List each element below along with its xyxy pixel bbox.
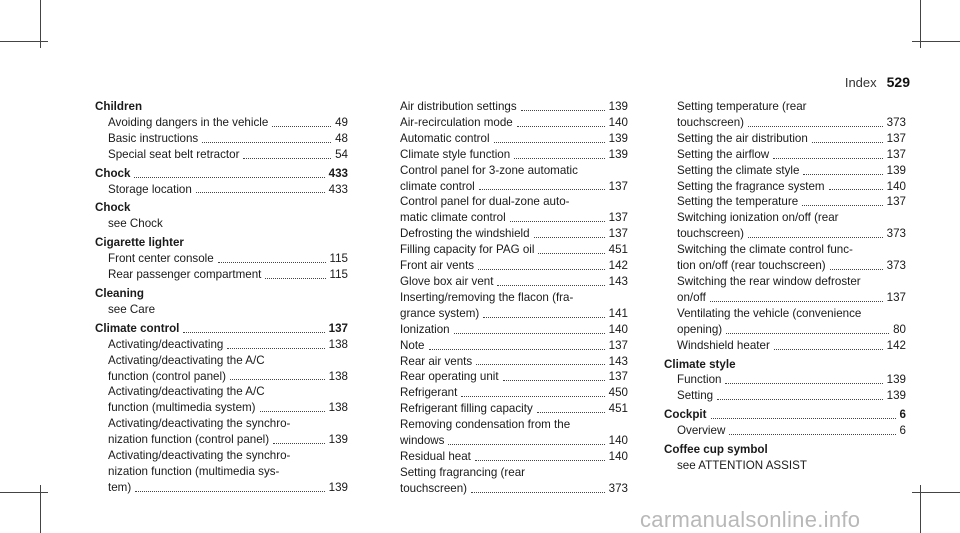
sub-entry-line (387, 433, 628, 449)
dot-leader (135, 491, 324, 492)
sub-entry-line (387, 401, 628, 417)
page-ref[interactable]: 137 (608, 211, 628, 225)
page-ref[interactable]: 373 (886, 115, 906, 129)
sub-entry-line (387, 306, 628, 322)
sub-entry-text: Air distribution settings (400, 100, 517, 113)
page-ref[interactable]: 138 (328, 369, 348, 383)
dot-leader (243, 158, 331, 159)
sub-entry-line (95, 369, 348, 385)
page-ref[interactable]: 140 (608, 434, 628, 448)
index-column-1 (95, 99, 348, 496)
sub-entry-line (387, 354, 628, 370)
sub-entry-text: grance system) (400, 306, 480, 320)
sub-entry-text: Air-recirculation mode (400, 115, 513, 129)
dot-leader (717, 399, 883, 400)
page-ref[interactable]: 140 (608, 449, 628, 463)
page-ref[interactable]: 137 (886, 290, 906, 304)
sub-entry-text: Setting the climate style (677, 163, 800, 177)
index-sub-entry[interactable] (664, 179, 906, 195)
index-heading (95, 166, 348, 182)
sub-entry-text: tion on/off (rear touchscreen) (677, 259, 826, 273)
sub-entry-text-line: Switching the rear window defroster (677, 274, 861, 288)
page-ref[interactable]: 139 (608, 131, 628, 145)
dot-leader (196, 192, 325, 193)
sub-entry-line (664, 147, 906, 163)
page-ref[interactable]: 373 (886, 227, 906, 241)
page-ref[interactable]: 373 (886, 259, 906, 273)
sub-entry-text: Front center console (108, 252, 214, 266)
index-entry (664, 442, 906, 474)
dot-leader (429, 349, 605, 350)
index-sub-entry[interactable] (664, 306, 906, 338)
index-sub-entry[interactable] (387, 131, 628, 147)
index-sub-entry[interactable] (664, 388, 906, 404)
sub-entry-line (664, 423, 906, 439)
sub-entry-text-line: Switching the climate control func- (677, 243, 853, 257)
page-ref[interactable]: 433 (328, 182, 348, 196)
index-heading: Children (95, 100, 143, 113)
dot-leader (729, 434, 895, 435)
page-ref[interactable]: 139 (886, 163, 906, 177)
sub-entry-line (664, 258, 906, 274)
dot-leader (454, 333, 605, 334)
index-entry (664, 357, 906, 405)
sub-entry-text: Ionization (400, 322, 450, 336)
sub-entry-line (664, 290, 906, 306)
sub-entry-line (387, 258, 628, 274)
index-entry (387, 99, 628, 497)
index-column-3 (664, 99, 906, 474)
index-sub-entry[interactable] (387, 354, 628, 370)
index-sub-entry[interactable] (95, 337, 348, 353)
page-ref[interactable]: 451 (608, 402, 628, 416)
sub-entry-line (387, 242, 628, 258)
dot-leader (711, 418, 896, 419)
sub-entry-text: Basic instructions (108, 131, 199, 145)
page-header (845, 74, 910, 90)
sub-entry-line (95, 147, 348, 163)
sub-entry-text: Setting the fragrance system (677, 179, 825, 193)
page-ref[interactable]: 48 (335, 131, 348, 145)
index-sub-entry[interactable] (664, 163, 906, 179)
index-sub-entry[interactable] (387, 194, 628, 226)
sub-entry-text: Special seat belt retractor (108, 147, 240, 161)
dot-leader (461, 396, 604, 397)
sub-entry-line (387, 179, 628, 195)
dot-leader (514, 158, 604, 159)
sub-entry-line (387, 449, 628, 465)
sub-entry-line (664, 388, 906, 404)
index-entry (95, 235, 348, 283)
index-sub-entry[interactable] (387, 147, 628, 163)
sub-entry-line (664, 163, 906, 179)
sub-entry-text: climate control (400, 179, 475, 193)
page-ref[interactable]: 137 (886, 131, 906, 145)
sub-entry-text: opening) (677, 322, 723, 336)
index-entry (664, 407, 906, 439)
index-sub-entry[interactable] (387, 290, 628, 322)
sub-entry-text: Overview (677, 424, 726, 438)
index-sub-entry[interactable] (387, 322, 628, 338)
page-ref[interactable]: 138 (328, 337, 348, 351)
page-ref[interactable]: 140 (608, 322, 628, 336)
sub-entry-line (664, 322, 906, 338)
sub-entry-text: Refrigerant (400, 386, 458, 400)
index-sub-entry[interactable] (95, 448, 348, 496)
sub-entry-line (387, 99, 628, 115)
index-sub-entry[interactable] (387, 449, 628, 465)
page-ref[interactable]: 142 (608, 259, 628, 273)
dot-leader (802, 205, 882, 206)
sub-entry-line (95, 400, 348, 416)
dot-leader (774, 349, 883, 350)
sub-entry-text: on/off (677, 290, 706, 304)
page-ref[interactable]: 54 (335, 147, 348, 161)
sub-entry-line (664, 179, 906, 195)
sub-entry-line (387, 115, 628, 131)
page-ref[interactable]: 137 (608, 370, 628, 384)
sub-entry-text: Windshield heater (677, 338, 770, 352)
sub-entry-text-line: Switching ionization on/off (rear (677, 211, 839, 225)
dot-leader (218, 262, 326, 263)
sub-entry-text-line: Ventilating the vehicle (convenience (677, 306, 862, 320)
page-ref[interactable]: 142 (886, 338, 906, 352)
page-ref[interactable]: 143 (608, 274, 628, 288)
see-reference[interactable]: see ATTENTION ASSIST (677, 458, 807, 472)
index-entry (95, 200, 348, 232)
page-ref[interactable]: 451 (608, 243, 628, 257)
index-sub-entry[interactable] (95, 147, 348, 163)
dot-leader (521, 110, 605, 111)
sub-entry-text-line: Inserting/removing the flacon (fra- (400, 290, 574, 304)
sub-entry-line (95, 432, 348, 448)
sub-entry-text: Front air vents (400, 259, 475, 273)
page-ref[interactable]: 115 (329, 268, 348, 282)
sub-entry-text: Setting the temperature (677, 195, 799, 209)
dot-leader (830, 269, 883, 270)
index-entry (95, 286, 348, 318)
sub-entry-line (664, 194, 906, 210)
page-ref[interactable]: 140 (886, 179, 906, 193)
index-entry (664, 99, 906, 354)
crop-mark (912, 492, 960, 493)
page-ref[interactable]: 137 (886, 147, 906, 161)
page-ref[interactable]: 139 (886, 373, 906, 387)
dot-leader (483, 317, 604, 318)
index-sub-entry[interactable] (387, 99, 628, 115)
index-entry (95, 99, 348, 163)
dot-leader (829, 189, 883, 190)
page-ref[interactable]: 139 (608, 147, 628, 161)
dot-leader (476, 364, 604, 365)
index-sub-entry[interactable] (387, 401, 628, 417)
sub-entry-text-line: Setting fragrancing (rear (400, 465, 526, 479)
crop-mark (0, 492, 48, 493)
sub-entry-line (387, 369, 628, 385)
sub-entry-line (387, 274, 628, 290)
dot-leader (773, 158, 883, 159)
index-sub-entry[interactable] (95, 416, 348, 448)
sub-entry-text: tem) (108, 480, 132, 494)
sub-entry-line (95, 131, 348, 147)
page-ref[interactable]: 138 (328, 401, 348, 415)
dot-leader (183, 332, 324, 333)
page-ref[interactable]: 139 (328, 433, 348, 447)
sub-entry-text: Residual heat (400, 449, 471, 463)
dot-leader (272, 126, 331, 127)
index-sub-entry[interactable] (95, 182, 348, 198)
dot-leader (478, 269, 605, 270)
index-entry (95, 321, 348, 496)
sub-entry-line (664, 372, 906, 388)
sub-entry-text: Defrosting the windshield (400, 227, 530, 241)
sub-entry-text: Storage location (108, 182, 192, 196)
index-sub-entry[interactable] (95, 353, 348, 385)
header-label: Index (844, 75, 877, 90)
index-entry (95, 166, 348, 198)
sub-entry-text: Refrigerant filling capacity (400, 402, 533, 416)
sub-entry-text: Rear air vents (400, 354, 473, 368)
dot-leader (494, 142, 605, 143)
page-ref[interactable]: 49 (335, 115, 348, 129)
sub-entry-text: Rear passenger compartment (108, 268, 262, 282)
index-heading (664, 407, 906, 423)
page-ref[interactable]: 373 (608, 481, 628, 495)
sub-entry-text-line: Activating/deactivating the A/C (108, 385, 265, 399)
sub-entry-line (387, 338, 628, 354)
dot-leader (448, 444, 604, 445)
index-sub-entry[interactable] (95, 384, 348, 416)
dot-leader (510, 221, 605, 222)
dot-leader (260, 411, 325, 412)
sub-entry-line (387, 481, 628, 497)
page-number: 529 (886, 74, 910, 90)
dot-leader (748, 126, 883, 127)
index-sub-entry[interactable] (664, 131, 906, 147)
index-heading-text: Climate control (95, 321, 180, 335)
dot-leader (475, 460, 605, 461)
dot-leader (479, 189, 605, 190)
dot-leader (230, 379, 325, 380)
crop-mark (912, 41, 960, 42)
sub-entry-text: Automatic control (400, 131, 490, 145)
sub-entry-line (95, 251, 348, 267)
sub-entry-line (387, 131, 628, 147)
sub-entry-text: matic climate control (400, 211, 506, 225)
index-sub-entry[interactable] (664, 274, 906, 306)
sub-entry-line (664, 338, 906, 354)
index-sub-entry[interactable] (387, 163, 628, 195)
page-ref[interactable]: 115 (329, 252, 348, 266)
page-ref[interactable]: 139 (328, 480, 348, 494)
sub-entry-text: touchscreen) (677, 115, 745, 129)
dot-leader (517, 126, 605, 127)
index-heading: Cigarette lighter (95, 236, 184, 250)
index-heading: Cleaning (95, 286, 144, 300)
dot-leader (503, 380, 605, 381)
page-ref[interactable]: 433 (328, 166, 348, 180)
sub-entry-text-line: Activating/deactivating the synchro- (108, 449, 291, 463)
index-sub-entry[interactable] (387, 258, 628, 274)
sub-entry-text-line: Activating/deactivating the A/C (108, 353, 265, 367)
index-sub-entry[interactable] (387, 226, 628, 242)
crop-mark (0, 41, 48, 42)
index-sub-entry[interactable] (95, 115, 348, 131)
index-column-2 (387, 99, 628, 497)
index-sub-entry[interactable] (664, 338, 906, 354)
index-heading-text: Cockpit (664, 408, 707, 422)
index-sub-entry[interactable] (664, 372, 906, 388)
sub-entry-text: Rear operating unit (400, 370, 499, 384)
index-sub-entry[interactable] (664, 242, 906, 274)
sub-entry-text: function (control panel) (108, 369, 226, 383)
sub-entry-line (664, 131, 906, 147)
sub-entry-line (95, 337, 348, 353)
sub-entry-line (664, 226, 906, 242)
sub-entry-text: Setting the airflow (677, 147, 770, 161)
page-ref[interactable]: 80 (893, 322, 906, 336)
dot-leader (812, 142, 883, 143)
sub-entry-text-line: Activating/deactivating the synchro- (108, 417, 291, 431)
page-ref[interactable]: 137 (886, 195, 906, 209)
sub-entry-text: touchscreen) (677, 227, 745, 241)
dot-leader (803, 174, 882, 175)
index-sub-entry[interactable] (387, 338, 628, 354)
index-sub-entry[interactable] (95, 131, 348, 147)
index-sub-entry[interactable] (387, 385, 628, 401)
page-ref[interactable]: 139 (886, 389, 906, 403)
index-heading (95, 321, 348, 337)
index-heading-text: Chock (95, 166, 131, 180)
dot-leader (748, 237, 883, 238)
sub-entry-text: Setting the air distribution (677, 131, 808, 145)
sub-entry-text-line: Setting temperature (rear (677, 100, 807, 113)
sub-entry-text: nization function (control panel) (108, 433, 270, 447)
dot-leader (538, 253, 604, 254)
page-ref[interactable]: 450 (608, 386, 628, 400)
sub-entry-line (95, 267, 348, 283)
sub-entry-text: windows (400, 434, 445, 448)
page-ref[interactable]: 6 (899, 408, 906, 422)
dot-leader (227, 348, 324, 349)
index-sub-entry[interactable] (387, 465, 628, 497)
index-sub-entry[interactable] (664, 194, 906, 210)
dot-leader (710, 301, 883, 302)
index-sub-entry[interactable] (387, 274, 628, 290)
sub-entry-line (387, 226, 628, 242)
sub-entry-line (387, 322, 628, 338)
sub-entry-text: Note (400, 338, 425, 352)
page-ref[interactable]: 137 (608, 227, 628, 241)
page-ref[interactable]: 137 (328, 321, 348, 335)
dot-leader (134, 177, 324, 178)
sub-entry-text: Activating/deactivating (108, 337, 224, 351)
see-reference[interactable]: see Care (108, 302, 156, 316)
page-ref[interactable]: 137 (608, 338, 628, 352)
sub-entry-text-line: Control panel for dual-zone auto- (400, 195, 570, 209)
page-ref[interactable]: 143 (608, 354, 628, 368)
sub-entry-line (387, 210, 628, 226)
index-heading: Climate style (664, 357, 736, 371)
dot-leader (273, 443, 325, 444)
sub-entry-text: Function (677, 373, 722, 387)
sub-entry-text: Setting (677, 389, 714, 403)
sub-entry-line (387, 147, 628, 163)
sub-entry-line (387, 385, 628, 401)
dot-leader (202, 142, 331, 143)
index-sub-entry[interactable] (664, 99, 906, 131)
dot-leader (537, 412, 605, 413)
sub-entry-line (95, 115, 348, 131)
sub-entry-line (95, 182, 348, 198)
index-sub-entry[interactable] (95, 267, 348, 283)
page-ref[interactable]: 141 (608, 306, 628, 320)
sub-entry-text: Avoiding dangers in the vehicle (108, 115, 269, 129)
page-ref[interactable]: 139 (608, 100, 628, 113)
index-sub-entry[interactable] (387, 417, 628, 449)
dot-leader (726, 333, 889, 334)
index-sub-entry[interactable] (95, 251, 348, 267)
page-ref[interactable]: 140 (608, 115, 628, 129)
dot-leader (471, 492, 605, 493)
index-sub-entry[interactable] (387, 115, 628, 131)
index-heading: Coffee cup symbol (664, 443, 768, 457)
sub-entry-text: Filling capacity for PAG oil (400, 243, 535, 257)
sub-entry-text: Glove box air vent (400, 274, 494, 288)
see-reference[interactable]: see Chock (108, 217, 163, 231)
sub-entry-text: touchscreen) (400, 481, 468, 495)
index-sub-entry[interactable] (664, 210, 906, 242)
dot-leader (265, 278, 325, 279)
watermark: carmanualsonline.info (640, 507, 861, 532)
index-sub-entry[interactable] (664, 423, 906, 439)
dot-leader (725, 383, 882, 384)
index-heading: Chock (95, 201, 131, 215)
dot-leader (534, 237, 605, 238)
sub-entry-line (664, 115, 906, 131)
sub-entry-text-line: Control panel for 3-zone automatic (400, 163, 578, 177)
page-ref[interactable]: 137 (608, 179, 628, 193)
index-sub-entry[interactable] (664, 147, 906, 163)
sub-entry-text: Climate style function (400, 147, 511, 161)
sub-entry-text: function (multimedia system) (108, 401, 256, 415)
sub-entry-text-line: nization function (multimedia sys- (108, 464, 280, 478)
page-ref[interactable]: 6 (899, 424, 906, 438)
sub-entry-line (95, 480, 348, 496)
index-sub-entry[interactable] (387, 369, 628, 385)
index-sub-entry[interactable] (387, 242, 628, 258)
dot-leader (497, 285, 604, 286)
sub-entry-text-line: Removing condensation from the (400, 418, 571, 432)
